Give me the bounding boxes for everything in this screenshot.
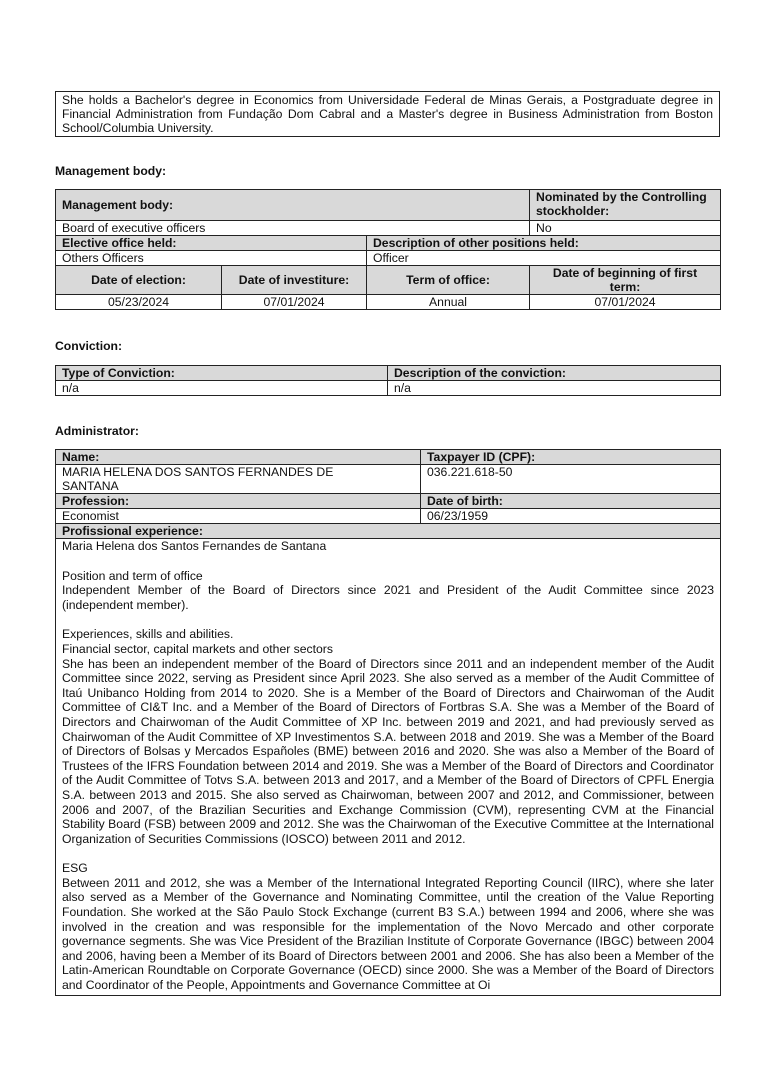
position-heading: Position and term of office [62, 568, 203, 583]
election-date-header: Date of election: [56, 266, 222, 295]
conviction-description-value: n/a [388, 381, 721, 396]
nominated-header: Nominated by the Controlling stockholder: [530, 190, 721, 221]
experience-header: Profissional experience: [56, 524, 721, 539]
elective-office-header: Elective office held: [56, 236, 367, 251]
nominated-value: No [530, 221, 721, 236]
management-body-value: Board of executive officers [56, 221, 530, 236]
elective-office-value: Others Officers [56, 251, 367, 266]
esg-text: Between 2011 and 2012, she was a Member of the International Integrated Reporting Council (IIRC), where she later also served as a Member of the Governance and Nominating Committee, until the creation of the Value Reporting Foundation. She worked at the São Paulo Stock Exchange (current B3 S.A.) between 1994 and 2006, where she was involved in the creation and was responsible for the implementation of the Novo Mercado and other corporate governance segments. She was Vice President of the Brazilian Institute of Corporate Governance (IBGC) between 2004 and 2006, having been a Member of its Board of Directors between 2001 and 2006. She has also been a Member of the Latin-American Roundtable on Corporate Governance (OECD) since 2000. She was a Member of the Board of Directors and Coordinator of the People, Appointments and Governance Committee at Oi [62, 875, 714, 993]
conviction-type-value: n/a [56, 381, 388, 396]
profession-header: Profession: [56, 494, 421, 509]
management-body-header: Management body: [56, 190, 530, 221]
education-text: She holds a Bachelor's degree in Economics from Universidade Federal de Minas Gerais, a Postgraduate degree in Financial Administration from Fundação Dom Cabral and a Master's degree in Business Administration from Boston School/Columbia University. [56, 92, 720, 137]
profession-value: Economist [56, 509, 421, 524]
conviction-type-header: Type of Conviction: [56, 366, 388, 381]
birth-date-header: Date of birth: [421, 494, 721, 509]
esg-heading: ESG [62, 861, 88, 876]
administrator-table [55, 449, 721, 996]
experience-name-line: Maria Helena dos Santos Fernandes de Santana [62, 539, 327, 553]
birth-date-value: 06/23/1959 [421, 509, 721, 524]
conviction-section-title: Conviction: [55, 339, 123, 353]
sector-line: Financial sector, capital markets and other sectors [62, 641, 333, 656]
term-header: Term of office: [367, 266, 530, 295]
election-date-value: 05/23/2024 [56, 295, 222, 310]
financial-experience-text: She has been an independent member of the Board of Directors since 2011 and an independent member of the Audit Committee since 2022, serving as President since April 2023. She also served as a member of the Audit Committee of Itaú Unibanco Holding from 2014 to 2020. She is a Member of the Board of Directors and Chairwoman of the Audit Committee of CI&T Inc. and a Member of the Board of Directors of Fortbras S.A. She was a Member of the Board of Directors and Chairwoman of the Audit Committee of XP Inc. between 2019 and 2021, and had previously served as Chairwoman of the Audit Committee of XP Investimentos S.A. between 2018 and 2019. She was a Member of the Board of Directors of Bolsas y Mercados Españoles (BME) between 2016 and 2020. She was also a Member of the Board of Trustees of the IFRS Foundation between 2014 and 2019. She was a Member of the Board of Directors and Coordinator of the Audit Committee of Totvs S.A. between 2013 and 2017, and a Member of the Board of Directors of CPFL Energia S.A. between 2013 and 2015. She also served as Chairwoman, between 2007 and 2012, and Commissioner, between 2006 and 2007, of the Brazilian Securities and Exchange Commission (CVM), representing CVM at the Financial Stability Board (FSB) between 2009 and 2012. She was the Chairwoman of the Executive Committee at the International Organization of Securities Commissions (IOSCO) between 2011 and 2012. [62, 656, 714, 846]
cpf-value: 036.221.618-50 [421, 465, 721, 494]
education-table [55, 91, 720, 137]
management-table [55, 189, 721, 310]
position-text: Independent Member of the Board of Directors since 2021 and President of the Audit Committee since 2023 (independent member). [62, 583, 714, 612]
conviction-table [55, 365, 721, 396]
management-section-title: Management body: [55, 164, 167, 178]
first-term-value: 07/01/2024 [530, 295, 721, 310]
experience-body [56, 539, 721, 996]
investiture-date-header: Date of investiture: [222, 266, 367, 295]
administrator-section-title: Administrator: [55, 424, 139, 438]
investiture-date-value: 07/01/2024 [222, 295, 367, 310]
other-positions-header: Description of other positions held: [367, 236, 721, 251]
term-value: Annual [367, 295, 530, 310]
name-value: MARIA HELENA DOS SANTOS FERNANDES DE SANTANA [56, 465, 421, 494]
cpf-header: Taxpayer ID (CPF): [421, 450, 721, 465]
other-positions-value: Officer [367, 251, 721, 266]
first-term-header: Date of beginning of first term: [530, 266, 721, 295]
name-header: Name: [56, 450, 421, 465]
conviction-description-header: Description of the conviction: [388, 366, 721, 381]
skills-heading: Experiences, skills and abilities. [62, 627, 234, 642]
